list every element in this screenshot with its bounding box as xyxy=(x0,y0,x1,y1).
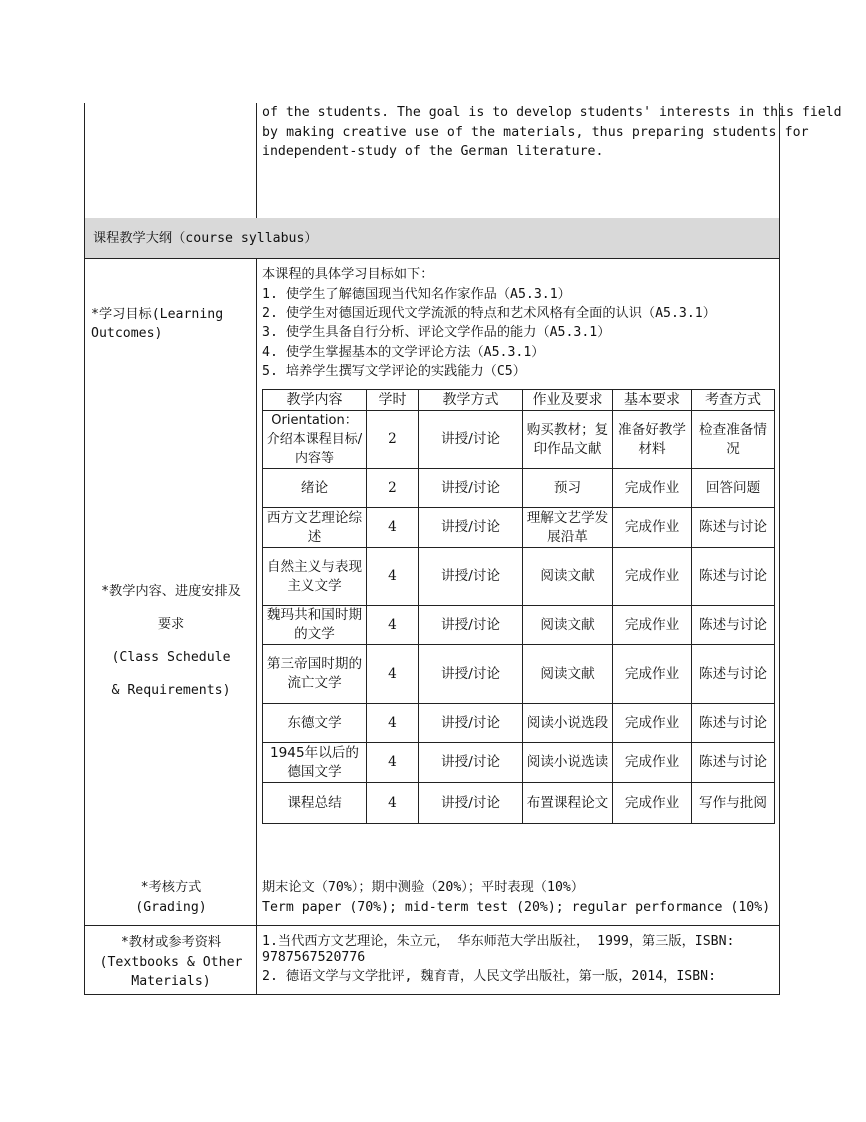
cell-method: 讲授/讨论 xyxy=(419,783,523,824)
cell-hours: 4 xyxy=(367,508,419,548)
cell-content: 第三帝国时期的流亡文学 xyxy=(263,645,367,704)
column-header: 教学内容 xyxy=(263,390,367,411)
syllabus-header-band xyxy=(85,218,779,258)
cell-basic: 完成作业 xyxy=(613,743,692,783)
table-row xyxy=(263,606,775,645)
column-header: 考查方式 xyxy=(692,390,775,411)
cell-hours: 2 xyxy=(367,411,419,469)
cell-method: 讲授/讨论 xyxy=(419,469,523,508)
intro-line: independent-study of the German literature. xyxy=(262,144,604,159)
column-divider xyxy=(256,258,257,995)
cell-content: 西方文艺理论综述 xyxy=(263,508,367,548)
material-line: 2. 德语文学与文学批评, 魏育青，人民文学出版社，第一版，2014，ISBN: xyxy=(262,969,717,984)
outer-bottom-border xyxy=(84,994,780,995)
table-row xyxy=(263,548,775,606)
material-line: 1.当代西方文艺理论，朱立元， 华东师范大学出版社， 1999，第三版，ISBN: xyxy=(262,934,735,949)
cell-basic: 完成作业 xyxy=(613,508,692,548)
cell-method: 讲授/讨论 xyxy=(419,411,523,469)
cell-homework: 预习 xyxy=(523,469,613,508)
cell-content: Orientation：介绍本课程目标/内容等 xyxy=(263,411,367,469)
cell-assessment: 陈述与讨论 xyxy=(692,606,775,645)
schedule-label-cn-2: 要求 xyxy=(157,617,185,632)
cell-homework: 阅读小说选读 xyxy=(523,743,613,783)
outcomes-label-en: Outcomes) xyxy=(91,326,163,341)
cell-homework: 布置课程论文 xyxy=(523,783,613,824)
materials-label xyxy=(86,933,256,992)
table-row xyxy=(263,508,775,548)
table-row xyxy=(263,743,775,783)
cell-basic: 完成作业 xyxy=(613,548,692,606)
outcome-line: 1. 使学生了解德国现当代知名作家作品（A5.3.1） xyxy=(262,287,571,302)
cell-basic: 完成作业 xyxy=(613,469,692,508)
column-divider xyxy=(256,103,257,218)
schedule-table xyxy=(262,389,775,824)
cell-method: 讲授/讨论 xyxy=(419,508,523,548)
cell-hours: 4 xyxy=(367,783,419,824)
cell-assessment: 回答问题 xyxy=(692,469,775,508)
cell-method: 讲授/讨论 xyxy=(419,548,523,606)
grading-label xyxy=(86,878,256,917)
grading-line-cn: 期末论文（70%）；期中测验（20%）；平时表现（10%） xyxy=(262,880,585,895)
cell-assessment: 陈述与讨论 xyxy=(692,508,775,548)
grading-label-en: (Grading) xyxy=(135,899,207,915)
cell-method: 讲授/讨论 xyxy=(419,743,523,783)
cell-hours: 4 xyxy=(367,743,419,783)
cell-content: 魏玛共和国时期的文学 xyxy=(263,606,367,645)
schedule-label-en-1: (Class Schedule xyxy=(111,650,231,665)
cell-basic: 准备好教学材料 xyxy=(613,411,692,469)
cell-basic: 完成作业 xyxy=(613,783,692,824)
materials-label-en-1: (Textbooks & Other xyxy=(99,954,243,970)
row-divider xyxy=(84,258,780,259)
column-header: 教学方式 xyxy=(419,390,523,411)
cell-basic: 完成作业 xyxy=(613,645,692,704)
intro-line: of the students. The goal is to develop students' interests in this field xyxy=(262,105,842,120)
cell-assessment: 写作与批阅 xyxy=(692,783,775,824)
cell-homework: 阅读小说选段 xyxy=(523,704,613,743)
cell-content: 绪论 xyxy=(263,469,367,508)
materials-label-cn: *教材或参考资料 xyxy=(120,935,222,950)
schedule-label xyxy=(86,575,256,707)
cell-content: 课程总结 xyxy=(263,783,367,824)
cell-assessment: 陈述与讨论 xyxy=(692,645,775,704)
outcome-line: 2. 使学生对德国近现代文学流派的特点和艺术风格有全面的认识（A5.3.1） xyxy=(262,306,716,321)
cell-method: 讲授/讨论 xyxy=(419,606,523,645)
table-row xyxy=(263,783,775,824)
outcome-line: 5. 培养学生撰写文学评论的实践能力（C5） xyxy=(262,364,526,379)
table-row xyxy=(263,411,775,469)
cell-assessment: 陈述与讨论 xyxy=(692,548,775,606)
table-row xyxy=(263,469,775,508)
schedule-label-cn-1: *教学内容、进度安排及 xyxy=(101,584,241,599)
cell-content: 东德文学 xyxy=(263,704,367,743)
cell-hours: 4 xyxy=(367,645,419,704)
schedule-header-row xyxy=(263,390,775,411)
outcomes-label: *学习目标(Learning xyxy=(91,307,224,322)
schedule-label-en-2: & Requirements) xyxy=(111,683,231,698)
cell-hours: 4 xyxy=(367,606,419,645)
cell-assessment: 陈述与讨论 xyxy=(692,704,775,743)
grading-line-en: Term paper (70%); mid-term test (20%); regular performance (10%) xyxy=(262,900,771,915)
cell-assessment: 陈述与讨论 xyxy=(692,743,775,783)
cell-homework: 理解文艺学发展沿革 xyxy=(523,508,613,548)
material-line: 9787567520776 xyxy=(262,950,366,965)
cell-hours: 4 xyxy=(367,548,419,606)
outer-right-border xyxy=(779,103,780,995)
outcome-line: 4. 使学生掌握基本的文学评论方法（A5.3.1） xyxy=(262,345,545,360)
cell-homework: 购买教材；复印作品文献 xyxy=(523,411,613,469)
table-row xyxy=(263,704,775,743)
column-header: 学时 xyxy=(367,390,419,411)
syllabus-header: 课程教学大纲（course syllabus） xyxy=(93,231,318,246)
cell-homework: 阅读文献 xyxy=(523,548,613,606)
row-divider xyxy=(84,925,780,926)
cell-basic: 完成作业 xyxy=(613,704,692,743)
column-header: 基本要求 xyxy=(613,390,692,411)
column-header: 作业及要求 xyxy=(523,390,613,411)
cell-homework: 阅读文献 xyxy=(523,606,613,645)
cell-content: 1945年以后的德国文学 xyxy=(263,743,367,783)
materials-label-en-2: Materials) xyxy=(131,974,211,989)
cell-basic: 完成作业 xyxy=(613,606,692,645)
cell-hours: 4 xyxy=(367,704,419,743)
intro-line: by making creative use of the materials, thus preparing students for xyxy=(262,125,809,140)
table-row xyxy=(263,645,775,704)
outcome-line: 本课程的具体学习目标如下： xyxy=(262,267,434,282)
cell-hours: 2 xyxy=(367,469,419,508)
cell-assessment: 检查准备情况 xyxy=(692,411,775,469)
grading-label-cn: *考核方式 xyxy=(140,880,202,895)
cell-method: 讲授/讨论 xyxy=(419,704,523,743)
cell-homework: 阅读文献 xyxy=(523,645,613,704)
outcome-line: 3. 使学生具备自行分析、评论文学作品的能力（A5.3.1） xyxy=(262,325,611,340)
cell-method: 讲授/讨论 xyxy=(419,645,523,704)
cell-content: 自然主义与表现主义文学 xyxy=(263,548,367,606)
